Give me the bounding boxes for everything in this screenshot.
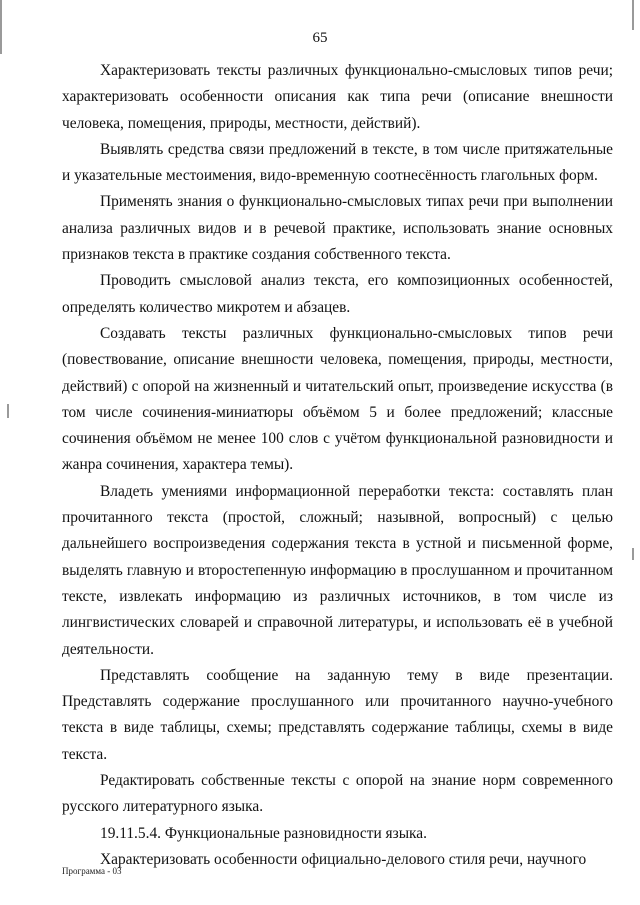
- paragraph-semantic-analysis: Проводить смысловой анализ текста, его композиционных особенностей, определять количество микротем и абзацев.: [62, 272, 613, 316]
- paragraph-editing: Редактировать собственные тексты с опорой на знание норм современного русского литературного языка.: [62, 772, 613, 816]
- paragraph-apply-knowledge: Применять знания о функционально-смысловых типах речи при выполнении анализа различных видов и в речевой практике, использовать знание основных признаков текста в практике создания собственного текста.: [62, 193, 613, 264]
- scan-mark: [632, 548, 634, 560]
- scan-mark: [7, 404, 9, 418]
- paragraph-sentence-links: Выявлять средства связи предложений в тексте, в том числе притяжательные и указательные местоимения, видо-временную соотнесённость глагольных форм.: [62, 140, 613, 185]
- footer-program-label: Программа - 03: [62, 866, 122, 876]
- document-body: [62, 58, 613, 873]
- paragraph-information-processing: Владеть умениями информационной переработки текста: составлять план прочитанного текста (простой, сложный; назывной, вопросный) с целью дальнейшего воспроизведения содержания текста в устной и письменной форме, выделять главную и второстепенную информацию в прослушанном и прочитанном тексте, извлекать информацию из различных источников, в том числе из лингвистических словарей и справочной литературы, и использовать её в учебной деятельности.: [62, 482, 613, 658]
- paragraph-text-types: Характеризовать тексты различных функционально-смысловых типов речи; характеризовать особенности описания как типа речи (описание внешности человека, помещения, природы, местности, действий).: [62, 62, 613, 132]
- paragraph-presentation: Представлять сообщение на заданную тему в виде презентации. Представлять содержание прослушанного или прочитанного научно-учебного текста в виде таблицы, схемы; представлять содержание таблицы, схемы в виде текста.: [62, 666, 613, 763]
- scan-mark: [0, 0, 2, 54]
- section-heading: 19.11.5.4. Функциональные разновидности языка.: [100, 824, 427, 842]
- scan-mark: [632, 0, 634, 30]
- page-number: 65: [312, 30, 328, 46]
- paragraph-official-style: Характеризовать особенности официально-делового стиля речи, научного: [100, 850, 587, 868]
- paragraph-create-texts: Создавать тексты различных функционально-смысловых типов речи (повествование, описание внешности человека, помещения, природы, местности, действий) с опорой на жизненный и читательский опыт, произведение искусства (в том числе сочинения-миниатюры объёмом 5 и более предложений; классные сочинения объёмом не менее 100 слов с учётом функциональной разновидности и жанра сочинения, характера темы).: [62, 324, 613, 474]
